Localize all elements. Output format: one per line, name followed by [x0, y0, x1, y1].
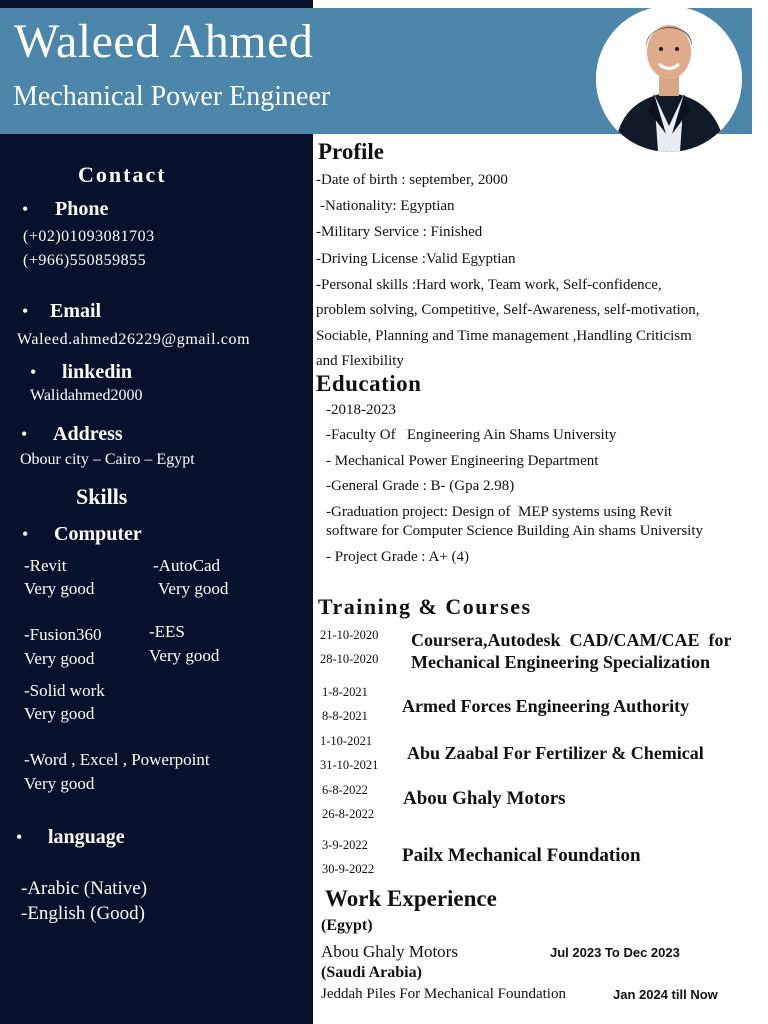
skill-name: -EES: [149, 622, 185, 641]
training-title: Coursera,Autodesk CAD/CAM/CAE for: [411, 630, 732, 650]
training-title: Abou Ghaly Motors: [403, 788, 566, 809]
profile-line: -Driving License :Valid Egyptian: [316, 251, 516, 267]
bullet-icon: •: [22, 199, 29, 219]
work-country: (Egypt): [321, 917, 373, 934]
skill-level: Very good: [24, 579, 95, 598]
work-period: Jul 2023 To Dec 2023: [550, 945, 680, 960]
education-heading: Education: [316, 371, 422, 396]
work-heading: Work Experience: [325, 886, 497, 911]
training-start-date: 3-9-2022: [322, 838, 368, 852]
training-heading: Training & Courses: [318, 594, 532, 619]
education-line: -Faculty Of Engineering Ain Shams University: [326, 427, 617, 443]
skill-level: Very good: [24, 774, 95, 793]
phone-label: Phone: [55, 198, 109, 220]
profile-line: -Nationality: Egyptian: [320, 198, 455, 214]
person-name: Waleed Ahmed: [14, 15, 314, 68]
address-text: Obour city – Cairo – Egypt: [20, 451, 195, 468]
avatar: [596, 6, 742, 152]
training-start-date: 21-10-2020: [320, 628, 379, 642]
profile-line: -Personal skills :Hard work, Team work, Self-confidence,: [316, 277, 662, 293]
linkedin-handle: Walidahmed2000: [30, 387, 143, 404]
education-line: -Graduation project: Design of MEP systems using Revit: [326, 504, 673, 520]
email-label: Email: [50, 300, 102, 322]
email-address: Waleed.ahmed26229@gmail.com: [17, 331, 251, 348]
profile-heading: Profile: [318, 139, 384, 164]
banner-edge: [752, 8, 768, 134]
sidebar: [0, 0, 313, 1024]
skill-name: -Fusion360: [24, 625, 102, 644]
training-end-date: 31-10-2021: [320, 758, 379, 772]
bullet-icon: •: [21, 424, 28, 444]
training-end-date: 26-8-2022: [322, 807, 375, 821]
skill-level: Very good: [158, 579, 229, 598]
skill-name: -Solid work: [24, 681, 105, 700]
training-title: Pailx Mechanical Foundation: [402, 845, 641, 866]
bullet-icon: •: [22, 301, 29, 321]
training-end-date: 8-8-2021: [322, 709, 368, 723]
training-start-date: 6-8-2022: [322, 783, 368, 797]
skill-name: -Revit: [24, 556, 67, 575]
language-item: -Arabic (Native): [21, 878, 148, 899]
profile-line: problem solving, Competitive, Self-Awareness, self-motivation,: [316, 302, 700, 318]
bullet-icon: •: [30, 362, 37, 382]
address-label: Address: [53, 423, 123, 445]
computer-label: Computer: [54, 523, 142, 545]
work-company: Abou Ghaly Motors: [321, 942, 458, 961]
education-line: - Mechanical Power Engineering Department: [326, 453, 599, 469]
language-item: -English (Good): [21, 903, 146, 924]
skill-level: Very good: [149, 646, 220, 665]
contact-heading: Contact: [78, 162, 167, 187]
education-line: software for Computer Science Building Ain shams University: [326, 523, 704, 539]
profile-line: -Military Service : Finished: [316, 224, 483, 240]
phone-number: (+966)550859855: [23, 252, 147, 269]
phone-number: (+02)01093081703: [23, 228, 155, 245]
profile-line: -Date of birth : september, 2000: [316, 172, 508, 188]
skill-name: -AutoCad: [153, 556, 221, 575]
education-line: -General Grade : B- (Gpa 2.98): [326, 478, 515, 494]
training-start-date: 1-10-2021: [320, 734, 373, 748]
training-end-date: 28-10-2020: [320, 652, 379, 666]
profile-line: Sociable, Planning and Time management ,Handling Criticism: [316, 328, 692, 344]
profile-line: and Flexibility: [316, 353, 404, 369]
skill-level: Very good: [24, 649, 95, 668]
bullet-icon: •: [22, 524, 29, 544]
bullet-icon: •: [16, 827, 23, 847]
work-period: Jan 2024 till Now: [613, 987, 718, 1002]
work-country: (Saudi Arabia): [321, 964, 422, 981]
education-line: -2018-2023: [326, 402, 396, 418]
training-start-date: 1-8-2021: [322, 685, 368, 699]
skills-heading: Skills: [76, 484, 128, 509]
skill-name: -Word , Excel , Powerpoint: [24, 750, 210, 769]
training-end-date: 30-9-2022: [322, 862, 375, 876]
linkedin-label: linkedin: [62, 361, 133, 383]
language-label: language: [48, 826, 125, 848]
training-title: Mechanical Engineering Specialization: [411, 652, 710, 672]
education-line: - Project Grade : A+ (4): [326, 549, 469, 565]
training-title: Abu Zaabal For Fertilizer & Chemical: [407, 743, 704, 763]
work-company: Jeddah Piles For Mechanical Foundation: [321, 986, 566, 1002]
job-title: Mechanical Power Engineer: [13, 81, 331, 112]
training-title: Armed Forces Engineering Authority: [402, 696, 690, 716]
portrait-photo: [596, 6, 742, 152]
skill-level: Very good: [24, 704, 95, 723]
